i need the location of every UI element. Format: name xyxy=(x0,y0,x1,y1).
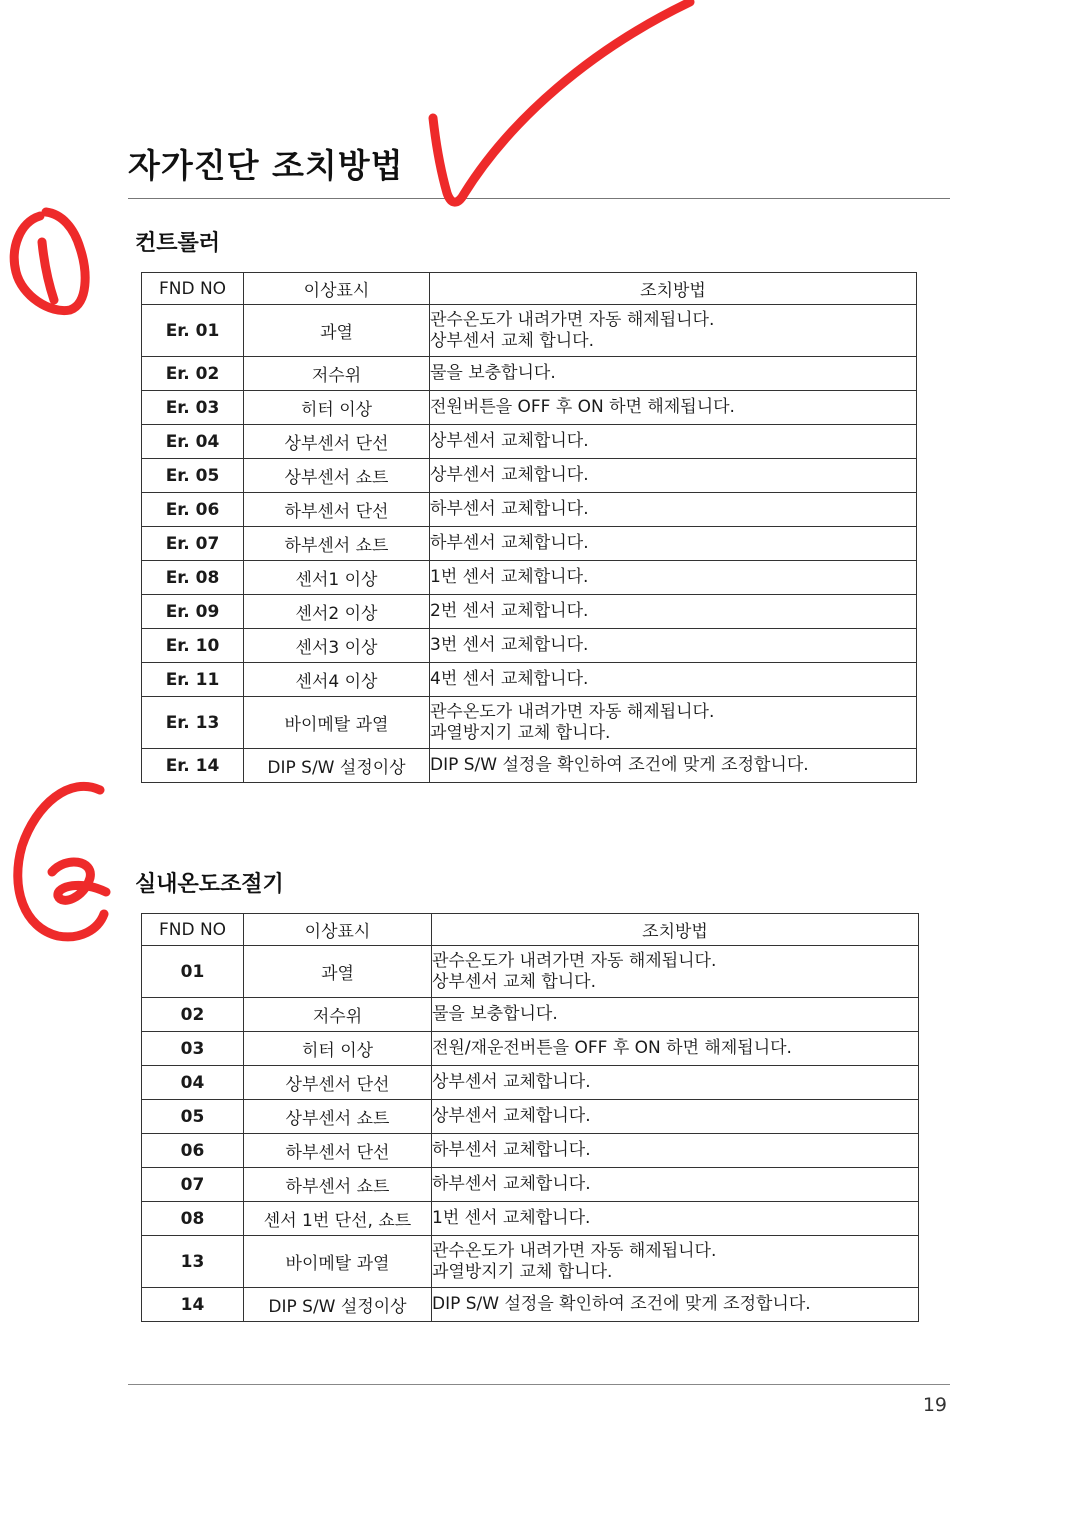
action-line: 물을 보충합니다. xyxy=(430,363,556,383)
fnd-code-cell: 07 xyxy=(142,1168,244,1202)
thermostat-error-table xyxy=(141,913,919,1322)
table-row xyxy=(142,305,917,357)
header-symptom: 이상표시 xyxy=(244,273,430,305)
action-line: 관수온도가 내려가면 자동 해제됩니다. xyxy=(432,950,717,971)
action-line: 관수온도가 내려가면 자동 해제됩니다. xyxy=(430,701,715,722)
symptom-cell: 상부센서 단선 xyxy=(244,1066,432,1100)
page-number: 19 xyxy=(922,1394,947,1416)
action-line: 물을 보충합니다. xyxy=(432,1004,558,1024)
symptom-cell: 센서3 이상 xyxy=(244,629,430,663)
fnd-code-cell: 06 xyxy=(142,1134,244,1168)
action-cell xyxy=(430,459,917,493)
controller-table-body xyxy=(142,305,917,783)
action-cell xyxy=(430,357,917,391)
fnd-code-cell: Er. 03 xyxy=(142,391,244,425)
action-cell xyxy=(430,595,917,629)
fnd-code-cell: Er. 09 xyxy=(142,595,244,629)
symptom-cell: 히터 이상 xyxy=(244,391,430,425)
circled-1-icon xyxy=(14,212,85,311)
action-line: 상부센서 교체 합니다. xyxy=(432,971,597,992)
table-row xyxy=(142,595,917,629)
action-cell xyxy=(432,1032,919,1066)
symptom-cell: 센서4 이상 xyxy=(244,663,430,697)
symptom-cell: 센서 1번 단선, 쇼트 xyxy=(244,1202,432,1236)
fnd-code-cell: Er. 08 xyxy=(142,561,244,595)
header-fnd-no: FND NO xyxy=(142,914,244,946)
action-line: 하부센서 교체합니다. xyxy=(432,1174,591,1194)
symptom-cell: 센서2 이상 xyxy=(244,595,430,629)
table-row xyxy=(142,946,919,998)
fnd-code-cell: 05 xyxy=(142,1100,244,1134)
action-cell xyxy=(432,946,919,998)
action-cell xyxy=(432,1100,919,1134)
action-line: 2번 센서 교체합니다. xyxy=(430,601,589,621)
fnd-code-cell: Er. 10 xyxy=(142,629,244,663)
fnd-code-cell: 04 xyxy=(142,1066,244,1100)
fnd-code-cell: Er. 05 xyxy=(142,459,244,493)
table-row xyxy=(142,1100,919,1134)
action-line: 관수온도가 내려가면 자동 해제됩니다. xyxy=(430,309,715,330)
table-row xyxy=(142,998,919,1032)
symptom-cell: 과열 xyxy=(244,305,430,357)
symptom-cell: 상부센서 단선 xyxy=(244,425,430,459)
symptom-cell: 바이메탈 과열 xyxy=(244,697,430,749)
table-header-row xyxy=(142,273,917,305)
page-title: 자가진단 조치방법 xyxy=(128,146,404,185)
action-line: 전원버튼을 OFF 후 ON 하면 해제됩니다. xyxy=(430,397,735,417)
action-line: 상부센서 교체 합니다. xyxy=(430,330,595,351)
action-line: 하부센서 교체합니다. xyxy=(430,533,589,553)
table-row xyxy=(142,1066,919,1100)
action-cell xyxy=(432,1066,919,1100)
symptom-cell: 바이메탈 과열 xyxy=(244,1236,432,1288)
title-divider xyxy=(128,198,950,199)
action-line: DIP S/W 설정을 확인하여 조건에 맞게 조정합니다. xyxy=(432,1294,811,1314)
action-cell xyxy=(432,1202,919,1236)
symptom-cell: 상부센서 쇼트 xyxy=(244,459,430,493)
fnd-code-cell: Er. 06 xyxy=(142,493,244,527)
fnd-code-cell: 08 xyxy=(142,1202,244,1236)
symptom-cell: 센서1 이상 xyxy=(244,561,430,595)
action-line: 상부센서 교체합니다. xyxy=(432,1106,591,1126)
action-cell xyxy=(430,663,917,697)
table-row xyxy=(142,357,917,391)
action-line: 3번 센서 교체합니다. xyxy=(430,635,589,655)
action-line: 상부센서 교체합니다. xyxy=(430,465,589,485)
header-symptom: 이상표시 xyxy=(244,914,432,946)
action-line: 하부센서 교체합니다. xyxy=(430,499,589,519)
fnd-code-cell: Er. 01 xyxy=(142,305,244,357)
fnd-code-cell: 02 xyxy=(142,998,244,1032)
symptom-cell: 저수위 xyxy=(244,357,430,391)
fnd-code-cell: 13 xyxy=(142,1236,244,1288)
table-row xyxy=(142,697,917,749)
symptom-cell: 상부센서 쇼트 xyxy=(244,1100,432,1134)
table-row xyxy=(142,1202,919,1236)
header-action: 조치방법 xyxy=(432,914,919,946)
action-cell xyxy=(432,1168,919,1202)
symptom-cell: 하부센서 쇼트 xyxy=(244,527,430,561)
symptom-cell: 과열 xyxy=(244,946,432,998)
thermostat-section-title: 실내온도조절기 xyxy=(135,872,284,897)
table-row xyxy=(142,629,917,663)
action-line: 상부센서 교체합니다. xyxy=(430,431,589,451)
action-cell xyxy=(430,561,917,595)
table-row xyxy=(142,391,917,425)
action-line: 전원/재운전버튼을 OFF 후 ON 하면 해제됩니다. xyxy=(432,1038,792,1058)
symptom-cell: 저수위 xyxy=(244,998,432,1032)
symptom-cell: 히터 이상 xyxy=(244,1032,432,1066)
action-line: 1번 센서 교체합니다. xyxy=(432,1208,591,1228)
symptom-cell: DIP S/W 설정이상 xyxy=(244,749,430,783)
checkmark-icon xyxy=(433,2,690,202)
symptom-cell: 하부센서 쇼트 xyxy=(244,1168,432,1202)
action-line: 관수온도가 내려가면 자동 해제됩니다. xyxy=(432,1240,717,1261)
controller-section-title: 컨트롤러 xyxy=(135,231,221,256)
action-cell xyxy=(432,1236,919,1288)
action-cell xyxy=(430,697,917,749)
header-fnd-no: FND NO xyxy=(142,273,244,305)
fnd-code-cell: Er. 14 xyxy=(142,749,244,783)
symptom-cell: DIP S/W 설정이상 xyxy=(244,1288,432,1322)
action-cell xyxy=(430,527,917,561)
action-cell xyxy=(432,1288,919,1322)
table-row xyxy=(142,425,917,459)
fnd-code-cell: 14 xyxy=(142,1288,244,1322)
controller-error-table xyxy=(141,272,917,783)
action-cell xyxy=(430,305,917,357)
action-cell xyxy=(432,998,919,1032)
action-cell xyxy=(432,1134,919,1168)
action-line: 4번 센서 교체합니다. xyxy=(430,669,589,689)
table-header-row xyxy=(142,914,919,946)
fnd-code-cell: 01 xyxy=(142,946,244,998)
action-line: 과열방지기 교체 합니다. xyxy=(432,1261,613,1282)
header-action: 조치방법 xyxy=(430,273,917,305)
table-row xyxy=(142,493,917,527)
action-cell xyxy=(430,749,917,783)
table-row xyxy=(142,749,917,783)
action-cell xyxy=(430,629,917,663)
action-line: 상부센서 교체합니다. xyxy=(432,1072,591,1092)
table-row xyxy=(142,561,917,595)
action-line: 과열방지기 교체 합니다. xyxy=(430,722,611,743)
fnd-code-cell: Er. 04 xyxy=(142,425,244,459)
action-cell xyxy=(430,493,917,527)
fnd-code-cell: Er. 11 xyxy=(142,663,244,697)
symptom-cell: 하부센서 단선 xyxy=(244,1134,432,1168)
table-row xyxy=(142,459,917,493)
table-row xyxy=(142,527,917,561)
action-line: DIP S/W 설정을 확인하여 조건에 맞게 조정합니다. xyxy=(430,755,809,775)
fnd-code-cell: Er. 02 xyxy=(142,357,244,391)
table-row xyxy=(142,1032,919,1066)
table-row xyxy=(142,1288,919,1322)
circled-2-icon xyxy=(18,786,106,937)
fnd-code-cell: Er. 13 xyxy=(142,697,244,749)
table-row xyxy=(142,663,917,697)
table-row xyxy=(142,1134,919,1168)
footer-divider xyxy=(128,1384,950,1385)
table-row xyxy=(142,1236,919,1288)
action-cell xyxy=(430,391,917,425)
fnd-code-cell: 03 xyxy=(142,1032,244,1066)
symptom-cell: 하부센서 단선 xyxy=(244,493,430,527)
fnd-code-cell: Er. 07 xyxy=(142,527,244,561)
action-line: 하부센서 교체합니다. xyxy=(432,1140,591,1160)
thermostat-table-body xyxy=(142,946,919,1322)
table-row xyxy=(142,1168,919,1202)
action-cell xyxy=(430,425,917,459)
action-line: 1번 센서 교체합니다. xyxy=(430,567,589,587)
